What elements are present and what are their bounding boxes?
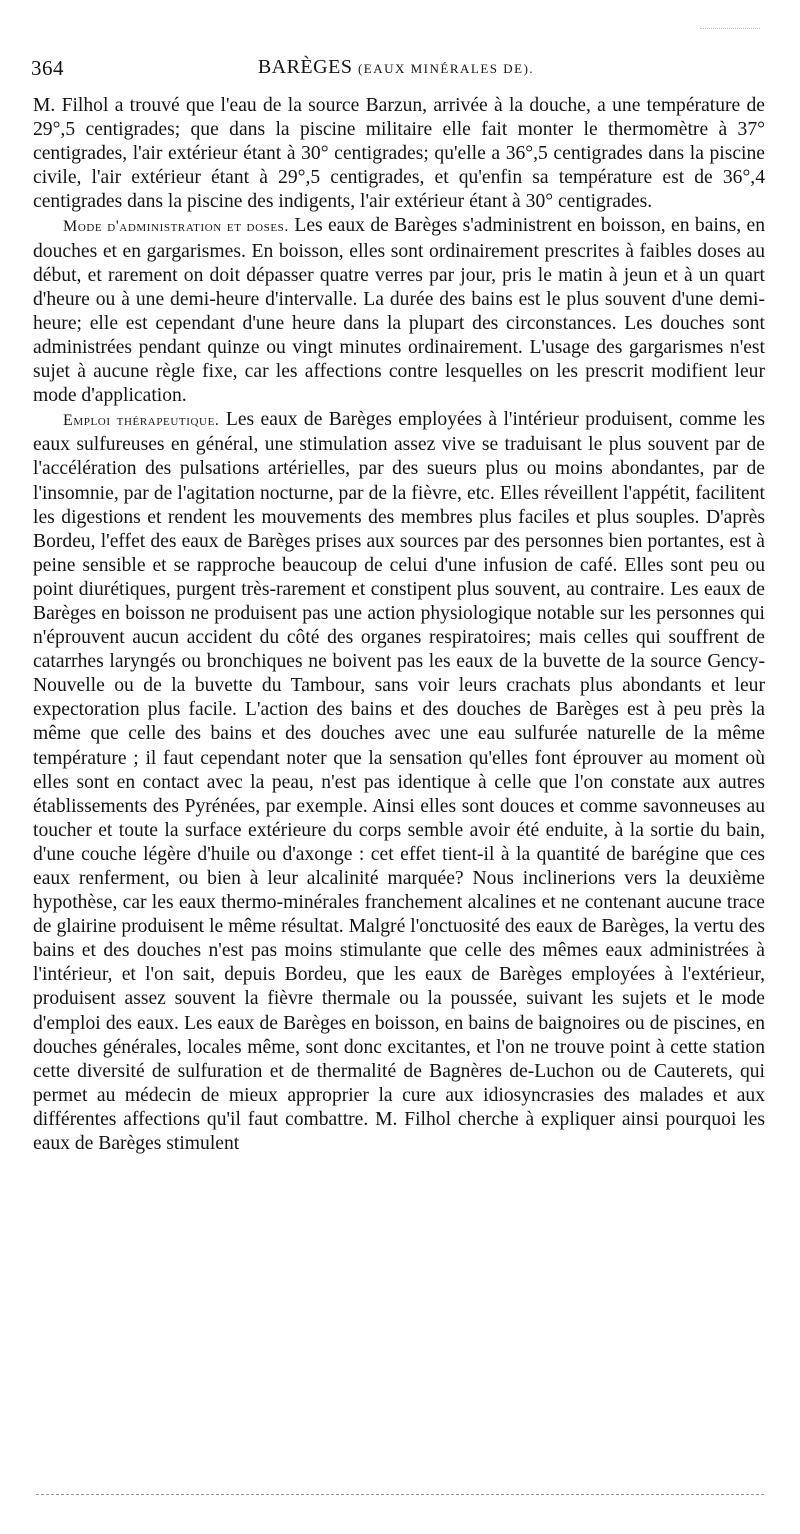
scan-mark: [700, 28, 760, 29]
running-title-paren: (EAUX MINÉRALES DE).: [357, 61, 535, 76]
page-number: 364: [31, 56, 64, 80]
page-header: [31, 52, 761, 86]
paragraph-therapeutic: [33, 408, 765, 1156]
footer-rule: [36, 1494, 764, 1495]
section-heading-therapeutic: Emploi thérapeutique.: [63, 412, 220, 430]
body-text: [33, 94, 765, 1156]
running-title-main: BARÈGES: [257, 56, 353, 78]
paragraph-temperatures: M. Filhol a trouvé que l'eau de la source Barzun, arrivée à la douche, a une température de 29°,5 centigrades; que dans la piscine militaire elle fait monter le thermomètre à 37° centigrades, l'air extérieur étant à 30° centigrades; qu'elle a 36°,5 centigrades dans la piscine civile, l'air extérieur étant à 29°,5 centigrades, et qu'enfin sa température est de 36°,4 centigrades dans la piscine des indigents, l'air extérieur étant à 30° centigrades.: [33, 95, 765, 213]
paragraph-administration: [33, 214, 765, 408]
paragraph-administration-text: Les eaux de Barèges s'administrent en boisson, en bains, en douches et en gargarismes. En boisson, elles sont ordinairement prescrites à faibles doses au début, et rarement on doit dépasser quatre verres par jour, pris le matin à jeun et à un quart d'heure ou à une demi-heure d'intervalle. La durée des bains est le plus souvent d'une demi-heure; elle est cependant d'une heure dans la plupart des circonstances. Les douches sont administrées pendant quinze ou vingt minutes ordinairement. L'usage des gargarismes n'est sujet à aucune règle fixe, car les affections contre lesquelles on les prescrit modifient leur mode d'application.: [33, 215, 765, 407]
running-title: [31, 56, 761, 79]
section-heading-administration: Mode d'administration et doses.: [63, 218, 289, 236]
paragraph-therapeutic-text: Les eaux de Barèges employées à l'intérieur produisent, comme les eaux sulfureuses en général, une stimulation assez vive se traduisant le plus souvent par de l'accélération des pulsations artérielles, par des sueurs plus ou moins abondantes, par de l'insomnie, par de l'agitation nocturne, par de la fièvre, etc. Elles réveillent l'appétit, facilitent les digestions et rendent les mouvements des membres plus faciles et plus souples. D'après Bordeu, l'effet des eaux de Barèges prises aux sources par des personnes bien portantes, est à peine sensible et se rapproche beaucoup de celui d'une infusion de café. Elles sont peu ou point diurétiques, purgent très-rarement et constipent plus souvent, au contraire. Les eaux de Barèges en boisson ne produisent pas une action physiologique notable sur les personnes qui n'éprouvent aucun accident du côté des organes respiratoires; mais celles qui souffrent de catarrhes laryngés ou bronchiques ne boivent pas les eaux de la buvette de la source Gency-Nouvelle ou de la buvette du Tambour, sans voir leurs crachats plus abondants et leur expectoration plus facile. L'action des bains et des douches de Barèges est à peu près la même que celle des bains et des douches avec une eau sulfurée naturelle de la même température ; il faut cependant noter que la sensation qu'elles font éprouver au moment où elles sont en contact avec la peau, n'est pas identique à celle que l'on constate aux autres établissements des Pyrénées, par exemple. Ainsi elles sont douces et comme savonneuses au toucher et toute la surface extérieure du corps semble avoir été enduite, à la sortie du bain, d'une couche légère d'huile ou d'axonge : cet effet tient-il à la quantité de barégine que ces eaux renferment, ou bien à leur alcalinité marquée? Nous inclinerions vers la deuxième hypothèse, car les eaux thermo-minérales franchement alcalines et ne contenant aucune trace de glairine produisent le même résultat. Malgré l'onctuosité des eaux de Barèges, la vertu des bains et des douches n'est pas moins stimulante que celle des mêmes eaux administrées à l'intérieur, et l'on sait, depuis Bordeu, que les eaux de Barèges employées à l'extérieur, produisent assez souvent la fièvre thermale ou la poussée, suivant les sujets et le mode d'emploi des eaux. Les eaux de Barèges en boisson, en bains de baignoires ou de piscines, en douches générales, locales même, sont donc excitantes, et l'on ne trouve point à cette station cette diversité de sulfuration et de thermalité de Bagnères de-Luchon ou de Cauterets, qui permet au médecin de mieux approprier la cure aux idiosyncrasies des malades et aux différentes affections qu'il faut combattre. M. Filhol cherche à expliquer ainsi pourquoi les eaux de Barèges stimulent: [33, 409, 766, 1155]
